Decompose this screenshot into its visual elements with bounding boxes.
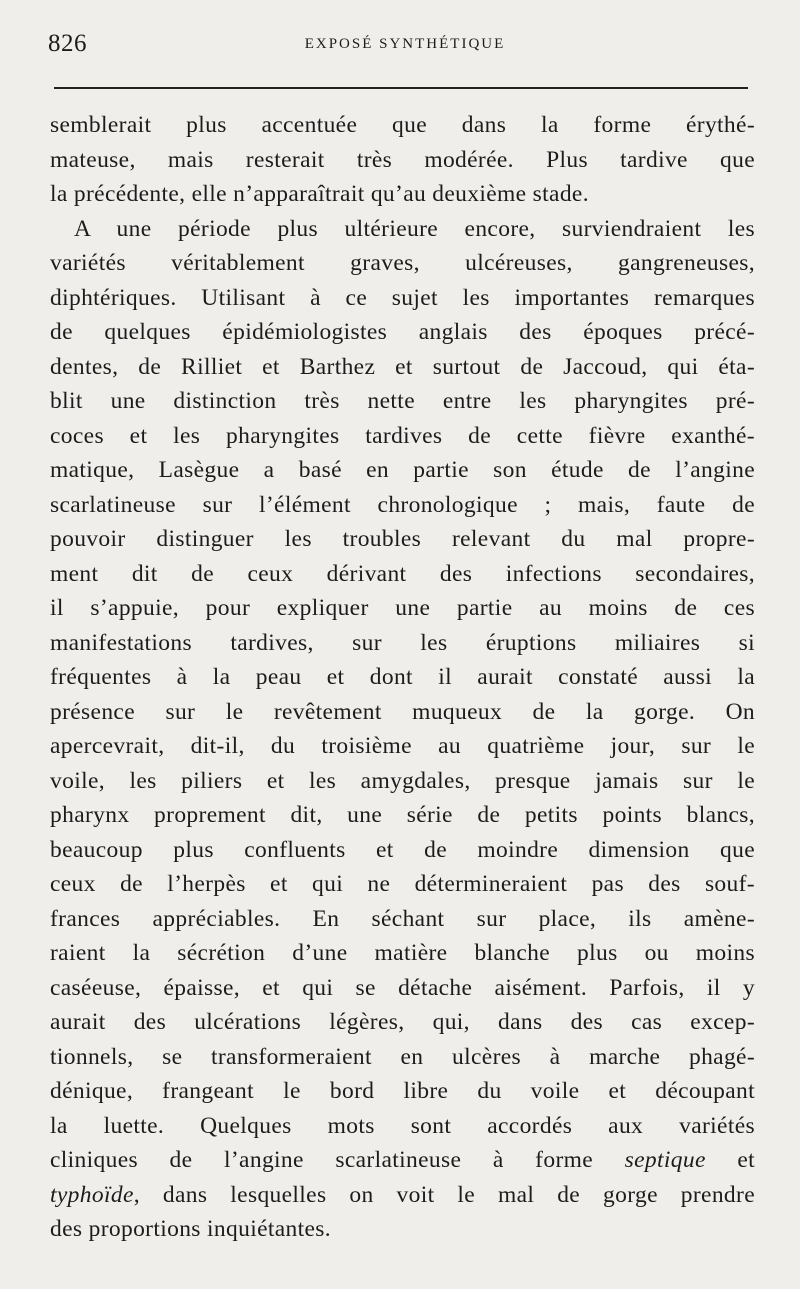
text-line: de quelques épidémiologistes anglais des époques précé- xyxy=(50,319,755,345)
text-line: blit une distinction très nette entre les pharyngites pré- xyxy=(50,388,755,414)
text-line: beaucoup plus confluents et de moindre dimension que xyxy=(50,836,755,863)
text-line: matique, Lasègue a basé en partie son étude de l’angine xyxy=(50,457,755,483)
text-line: voile, les piliers et les amygdales, presque jamais sur le xyxy=(50,767,755,794)
text-line: des proportions inquiétantes. xyxy=(50,1216,332,1242)
text-line xyxy=(50,1178,755,1213)
text-line: diphtériques. Utilisant à ce sujet les importantes remarques xyxy=(50,284,755,311)
text-line: caséeuse, épaisse, et qui se détache aisément. Parfois, il y xyxy=(50,974,755,1001)
italic-term-typhoide: typhoïde xyxy=(50,1181,134,1208)
text-line: variétés véritablement graves, ulcéreuses, gangreneuses, xyxy=(50,250,755,276)
body-text xyxy=(50,108,755,1247)
text-line: frances appréciables. En séchant sur place, ils amène- xyxy=(50,905,755,932)
text-line: mateuse, mais resterait très modérée. Plus tardive que xyxy=(50,146,755,173)
line-segment: , dans lesquelles on voit le mal de gorge prendre xyxy=(133,1181,755,1208)
italic-term-septique: septique xyxy=(624,1147,706,1173)
text-line: apercevrait, dit-il, du troisième au quatrième jour, sur le xyxy=(50,733,755,759)
text-line: A une période plus ultérieure encore, surviendraient les xyxy=(74,215,755,242)
text-line: présence sur le revêtement muqueux de la gorge. On xyxy=(50,698,755,725)
text-line: pharynx proprement dit, une série de petits points blancs, xyxy=(50,802,755,828)
text-line: la luette. Quelques mots sont accordés aux variétés xyxy=(50,1112,755,1139)
text-line: tionnels, se transformeraient en ulcères à marche phagé- xyxy=(50,1043,755,1070)
text-line: raient la sécrétion d’une matière blanche plus ou moins xyxy=(50,940,755,966)
text-line: semblerait plus accentuée que dans la forme érythé- xyxy=(50,112,755,138)
text-line: pouvoir distinguer les troubles relevant du mal propre- xyxy=(50,526,755,552)
text-line: aurait des ulcérations légères, qui, dans des cas excep- xyxy=(50,1009,755,1035)
text-line: scarlatineuse sur l’élément chronologique ; mais, faute de xyxy=(50,491,755,518)
page-header xyxy=(48,30,752,66)
text-line: la précédente, elle n’apparaîtrait qu’au deuxième stade. xyxy=(50,181,589,207)
text-line: fréquentes à la peau et dont il aurait constaté aussi la xyxy=(50,664,755,690)
running-head: EXPOSÉ SYNTHÉTIQUE xyxy=(304,36,506,52)
text-line: coces et les pharyngites tardives de cette fièvre exanthé- xyxy=(50,422,755,449)
text-line: il s’appuie, pour expliquer une partie au moins de ces xyxy=(50,595,755,621)
text-line: ment dit de ceux dérivant des infections secondaires, xyxy=(50,560,755,587)
text-line: ceux de l’herpès et qui ne détermineraient pas des souf- xyxy=(50,871,755,897)
text-line: dénique, frangeant le bord libre du voile et découpant xyxy=(50,1078,755,1104)
header-rule xyxy=(54,87,748,89)
text-line: manifestations tardives, sur les éruptions miliaires si xyxy=(50,629,755,656)
line-segment: et xyxy=(737,1147,756,1173)
text-line xyxy=(50,1143,755,1178)
line-segment: cliniques de l’angine scarlatineuse à forme xyxy=(50,1147,594,1173)
text-line: dentes, de Rilliet et Barthez et surtout de Jaccoud, qui éta- xyxy=(50,353,755,380)
page-number: 826 xyxy=(48,30,87,57)
